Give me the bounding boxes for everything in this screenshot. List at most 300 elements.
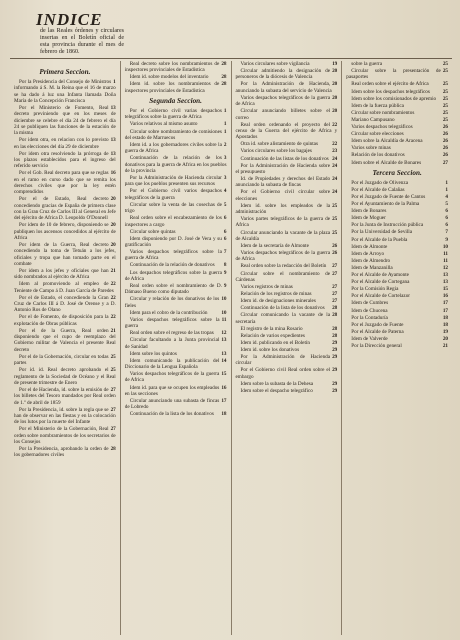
index-entry	[346, 160, 448, 166]
entry-text: Idem id. sobre los empleados de la administración	[235, 202, 331, 216]
entry-text: Continuación de la lista de los donativos	[129, 411, 214, 418]
entry-text: Idem id. sobre modelos del inventario	[129, 74, 209, 81]
index-entry	[346, 308, 448, 314]
index-entry	[236, 312, 338, 325]
entry-text: Idem de Valverde	[351, 335, 388, 342]
entry-text: Idem id. de designaciones minerales	[240, 298, 316, 305]
entry-text: Varios despachos telegráficos de la guerra de Africa	[235, 94, 331, 108]
entry-text: Idem id. sobre los donativos	[240, 346, 300, 353]
entry-page-number: 29	[332, 354, 338, 361]
entry-text: Circular anunciando billetes sobre el correo	[235, 108, 331, 121]
entry-text: Por el Gobierno civil varias despachos telegráficos sobre la guerra de Africa	[124, 108, 222, 121]
entry-page-number: 22	[332, 121, 338, 128]
entry-page-number: 20	[110, 242, 116, 248]
index-column-3	[232, 61, 343, 635]
entry-page-number: 13	[221, 337, 227, 344]
index-entry	[125, 337, 227, 350]
index-entry	[236, 122, 338, 141]
entry-text: Por el Juzgado de Fuente	[351, 321, 404, 328]
entry-page-number: 1	[113, 79, 116, 85]
entry-text: Circular sobre el nombramiento de Cárdenas	[235, 270, 331, 283]
entry-text: Por la Dirección general	[351, 342, 402, 349]
entry-page-number: 3	[223, 175, 227, 182]
entry-page-number: 10	[221, 296, 227, 303]
entry-page-number: 24	[332, 162, 338, 169]
entry-page-number: 13	[110, 104, 116, 111]
entry-text: Por el Ministerio de la Gobernación, Real orden sobre nombramientos de los secretarios de los Consejos	[14, 426, 116, 445]
index-entry	[346, 81, 448, 87]
entry-page-number: 22	[110, 281, 116, 288]
entry-text: Por el de Estado, el concediendo la Gran Cruz de Carlos III á D. José de Orense y a D. Antonio Ros de Olano	[14, 294, 116, 314]
entry-text: Varios relativos al mismo asunto	[129, 121, 198, 128]
entry-page-number: 19	[442, 328, 448, 335]
entry-text: Por idem de 10 de febrero, disponiendo se publiquen los ascensos concedidos al ejército de Africa	[14, 222, 116, 241]
entry-page-number: 13	[442, 272, 448, 279]
entry-text: Idem disponiendo por D. José de Vera y su gratificación	[124, 235, 222, 248]
entry-page-number: 27	[332, 291, 338, 298]
entry-text: Por la Presidencia, aprobando la orden de los gobernadores civiles	[14, 445, 109, 459]
index-entry	[236, 284, 338, 290]
entry-page-number: 29	[332, 387, 338, 394]
entry-page-number: 29	[332, 346, 338, 353]
entry-text: Idem de la fuerza pública	[351, 102, 404, 109]
index-entry	[236, 250, 338, 263]
entry-page-number: 9	[223, 269, 227, 276]
entry-text: Por la Universidad de Sevilla	[351, 229, 413, 236]
index-entry	[236, 203, 338, 216]
entry-text: Varios despachos telegráficos sobre la guerra de Africa	[124, 249, 222, 262]
entry-page-number: 25	[442, 81, 448, 88]
entry-page-number: 20	[442, 335, 448, 342]
entry-page-number: 10	[442, 243, 448, 250]
entry-page-number: 1	[445, 186, 448, 193]
entry-text: Varios despachos telegráficos de la guerra de Africa	[124, 371, 220, 384]
index-entry	[346, 201, 448, 207]
entry-text: Idem al promoviendo al empleo de Teniente de Campo á D. Juan García de Paredes	[14, 281, 114, 294]
entry-page-number: 25	[332, 229, 338, 236]
entry-page-number: 26	[442, 124, 448, 131]
entry-page-number: 1	[223, 108, 227, 115]
index-entry	[236, 163, 338, 176]
index-entry	[346, 208, 448, 214]
index-entry	[346, 222, 448, 228]
entry-page-number: 25	[442, 95, 448, 102]
entry-page-number: 21	[110, 267, 116, 274]
entry-text: Idem de la secretaría de Almonte	[240, 242, 309, 249]
entry-text: Idem comunicando la publicación del Diccionario de la Lengua Española	[124, 357, 220, 371]
entry-text: Idem id. a los gobernadores civiles sobre la guerra de Africa	[124, 141, 222, 155]
index-entry	[125, 317, 227, 330]
entry-text: sobre la guerra	[351, 61, 383, 67]
entry-text: Id. de Propiedades y derechos del Estado anunciando la subasta de fincas	[235, 176, 331, 189]
entry-text: Por la Comisión Regia	[351, 286, 399, 293]
entry-text: Los despachos telegráficos sobre la guerra de Africa	[124, 269, 222, 282]
entry-page-number: 1	[223, 121, 227, 128]
entry-page-number: 27	[110, 386, 116, 393]
entry-text: Circular sobre elecciones	[351, 131, 404, 138]
entry-page-number: 20	[110, 222, 116, 229]
index-entry	[236, 230, 338, 243]
entry-page-number: 29	[332, 367, 338, 374]
index-entry	[236, 388, 338, 394]
entry-text: Real orden sobre el encabezamiento de los inspectores a cargo	[124, 215, 222, 228]
index-entry	[236, 298, 338, 304]
index-entry	[346, 343, 448, 349]
entry-page-number: 25	[442, 61, 448, 67]
entry-page-number: 28	[221, 81, 227, 88]
entry-page-number: 28	[221, 74, 227, 81]
entry-page-number: 9	[223, 282, 227, 289]
index-entry	[346, 258, 448, 264]
index-entry	[14, 105, 116, 136]
entry-text: Por el de la Guerra, Real orden disponiendo que el cupo de reemplazo del Gobierno militar de Valencia el presente Real decreto	[14, 327, 116, 353]
entry-text: Por el Gobierno civil circular sobre elecciones	[235, 189, 331, 202]
index-entry	[236, 271, 338, 284]
index-entry	[125, 283, 227, 296]
index-entry	[346, 117, 448, 123]
entry-text: Relación de los donativos	[351, 152, 405, 159]
index-entry	[236, 176, 338, 189]
entry-page-number: 4	[223, 188, 227, 195]
index-entry	[14, 222, 116, 241]
index-entry	[346, 124, 448, 130]
entry-text: Por el Ministerio de Fomento, Real decreto previniendo que en los meses de diciembre se celebre el día 24 de febrero el día 24 se publiquen las funciones de la estación de la misma	[14, 104, 116, 137]
index-title: INDICE	[36, 10, 103, 29]
entry-text: Por la Administración de Hacienda sobre el presupuesto	[235, 162, 331, 175]
index-entry	[125, 229, 227, 235]
entry-text: Por la Contaduría	[351, 314, 388, 321]
entry-text: Por la Presidencia del Consejo de Ministros informando á S. M. la Reina que el 16 de marzo se ha dado á luz una Infanta llamada Doña María de la Concepción Francisca	[14, 79, 116, 104]
index-entry	[125, 398, 227, 411]
entry-text: Idem de Moguer	[351, 215, 386, 222]
entry-text: Varios despachos telegráficos	[351, 124, 413, 131]
index-entry	[236, 189, 338, 202]
index-entry	[125, 202, 227, 215]
entry-text: Varios registros de minas	[240, 283, 293, 290]
entry-page-number: 25	[110, 367, 116, 374]
index-entry	[346, 286, 448, 292]
entry-page-number: 27	[110, 406, 116, 413]
entry-text: Por id. id. Real decreto aprobando el reglamento de la Sociedad de Océano y el Real de presente trimestre de Enero	[14, 367, 116, 386]
entry-text: Idem para el cobro de la contribución	[129, 309, 208, 316]
entry-page-number: 22	[110, 314, 116, 321]
entry-page-number: 6	[223, 215, 227, 222]
entry-page-number: 24	[332, 155, 338, 162]
index-entry	[14, 367, 116, 386]
index-entry	[14, 354, 116, 367]
index-entry	[346, 293, 448, 299]
index-entry	[125, 351, 227, 357]
entry-page-number: 10	[221, 309, 227, 316]
entry-page-number: 7	[445, 229, 448, 236]
entry-text: Por el Juzgado de Fuente de Cantos	[351, 194, 426, 200]
index-entry	[14, 242, 116, 267]
entry-text: Real decreto sobre los nombramientos de inspectores provinciales de Estadística	[124, 61, 220, 74]
entry-text: Por el Alcalde de la Puebla	[351, 236, 408, 243]
entry-page-number: 18	[442, 314, 448, 321]
entry-page-number: 6	[445, 208, 448, 215]
index-entry	[236, 381, 338, 387]
index-entry	[125, 81, 227, 94]
entry-text: Otra id. sobre alistamiento de quintas	[240, 141, 319, 148]
index-entry	[236, 156, 338, 162]
index-entry	[14, 151, 116, 170]
entry-text: Idem sobre la Alcaldía de Aracena	[351, 138, 423, 145]
entry-text: Circular admitiendo la designación de personeros de la diócesis de Valencia	[235, 68, 331, 81]
entry-page-number: 28	[332, 305, 338, 312]
entry-page-number: 26	[332, 250, 338, 257]
entry-text: Por el Alcalde de Paterna	[351, 328, 404, 335]
index-entry	[125, 155, 227, 174]
index-entry	[236, 263, 338, 269]
entry-page-number: 26	[332, 242, 338, 249]
index-entry	[125, 74, 227, 80]
entry-page-number: 18	[221, 411, 227, 418]
index-entry	[125, 371, 227, 384]
index-entry	[236, 291, 338, 297]
index-entry	[346, 152, 448, 158]
index-entry	[125, 121, 227, 127]
index-entry	[125, 358, 227, 371]
index-entry	[346, 229, 448, 235]
entry-text: Idem de Chucena	[351, 307, 388, 314]
entry-page-number: 27	[442, 159, 448, 166]
entry-text: Circular facultando a la Junta provincial de Sanidad	[124, 337, 220, 350]
index-entry	[346, 194, 448, 200]
entry-text: Circular sobre nombramiento de comisiones del estado de Marruecos	[124, 128, 222, 141]
index-entry	[14, 295, 116, 314]
entry-page-number: 26	[442, 145, 448, 152]
entry-text: Varios partes telegráficos de la guerra de Africa	[235, 216, 331, 229]
entry-page-number: 1	[223, 128, 227, 135]
entry-text: Relación de varios expedientes	[240, 332, 305, 339]
entry-page-number: 27	[110, 426, 116, 433]
entry-text: Por el Juzgado de Olivenza	[351, 179, 409, 186]
entry-page-number: 25	[110, 353, 116, 360]
entry-page-number: 20	[332, 81, 338, 88]
entry-page-number: 25	[442, 102, 448, 109]
entry-page-number: 6	[223, 235, 227, 242]
entry-page-number: 3	[223, 155, 227, 162]
entry-text: Idem de Almonte	[351, 243, 388, 250]
index-column-2	[121, 61, 232, 635]
index-entry	[346, 315, 448, 321]
entry-page-number: 13	[110, 150, 116, 157]
index-column-1	[10, 61, 121, 635]
section-heading: Segunda Seccion.	[149, 97, 202, 106]
entry-text: Varios despachos telegráficos de la guerra de Africa	[235, 250, 331, 263]
entry-page-number: 11	[221, 316, 227, 323]
entry-page-number: 22	[332, 141, 338, 148]
entry-text: Idem sobre los comisionados de apremio	[351, 95, 437, 102]
entry-page-number: 8	[223, 262, 227, 269]
entry-page-number: 17	[442, 300, 448, 307]
entry-page-number: 16	[442, 293, 448, 300]
entry-text: Varios sobre minas	[351, 145, 391, 152]
index-entry	[14, 446, 116, 459]
entry-page-number: 5	[445, 201, 448, 208]
entry-text: Circular sobre nombramientos	[351, 109, 415, 116]
index-entry	[236, 340, 338, 346]
entry-page-number: 13	[221, 350, 227, 357]
index-entry	[125, 385, 227, 398]
entry-page-number: 6	[223, 228, 227, 235]
entry-text: Real orden sobre la redacción del Boletín	[240, 263, 327, 270]
entry-text: Por la Junta de Instrucción pública	[351, 222, 424, 229]
index-entry	[346, 215, 448, 221]
entry-page-number: 28	[110, 445, 116, 452]
entry-text: Circular sobre la venta de las cosechas de trigo	[124, 201, 222, 215]
entry-text: Por el Alcalde de Cortegana	[351, 279, 410, 286]
index-entry	[346, 237, 448, 243]
index-entry	[346, 89, 448, 95]
index-entry	[14, 407, 116, 426]
index-entry	[125, 215, 227, 228]
entry-page-number: 11	[443, 250, 448, 257]
entry-page-number: 29	[332, 339, 338, 346]
entry-text: Real orden ordenando el proyecto del censo de la Guerra del ejército de Africa y Apostados	[235, 121, 338, 141]
entry-page-number: 29	[332, 380, 338, 387]
entry-text: Idem de Manzanilla	[351, 264, 393, 271]
index-entry	[236, 81, 338, 94]
entry-text: Por la Administración de Hacienda, anunciando la subasta del servicio de Valencia	[235, 81, 332, 94]
index-entry	[346, 131, 448, 137]
entry-text: Idem id. sobre los nombramientos de inspectores provinciales de Estadística	[124, 81, 220, 94]
entry-page-number: 24	[332, 176, 338, 183]
index-entry	[346, 279, 448, 285]
entry-page-number: 12	[442, 264, 448, 271]
index-entry	[125, 142, 227, 155]
entry-page-number: 28	[221, 61, 227, 67]
entry-page-number: 2	[223, 141, 227, 148]
index-entry	[125, 249, 227, 262]
entry-text: Circular anunciando la vacante de la plaza de Alcaldía	[235, 229, 331, 242]
entry-text: Por la Administración de Hacienda circular	[235, 354, 331, 367]
entry-page-number: 25	[442, 116, 448, 123]
index-entry	[14, 137, 116, 150]
entry-page-number: 1	[445, 179, 448, 186]
entry-page-number: 21	[110, 327, 116, 334]
index-entry	[14, 268, 116, 281]
index-entry	[125, 61, 227, 74]
entry-text: Idem sobre los quintos	[129, 350, 177, 357]
index-entry	[236, 333, 338, 339]
entry-page-number: 15	[442, 286, 448, 293]
index-entry	[236, 243, 338, 249]
entry-text: Circular y relación de los donativos de los fieles	[124, 296, 220, 309]
index-entry	[125, 310, 227, 316]
entry-text: Idem sobre el Alcalde de Bonares	[351, 159, 422, 166]
entry-page-number: 20	[332, 94, 338, 101]
entry-page-number: 27	[332, 298, 338, 305]
entry-page-number: 14	[221, 357, 227, 364]
index-entry	[236, 326, 338, 332]
entry-text: Por idem de la Guerra, Real decreto concediendo la toma de Tetuán a los jefes, oficiales y tropa que han tomado parte en el combate	[14, 242, 116, 267]
entry-page-number: 6	[445, 215, 448, 222]
entry-text: Por el Gobierno civil Real orden sobre el embargo	[235, 367, 331, 380]
index-entry	[346, 96, 448, 102]
entry-page-number: 27	[332, 270, 338, 277]
index-entry	[236, 68, 338, 81]
entry-page-number: 16	[221, 384, 227, 391]
entry-text: Continuación de las listas de los donativos	[240, 155, 329, 162]
index-entry	[346, 180, 448, 186]
index-entry	[125, 296, 227, 309]
index-entry	[346, 265, 448, 271]
index-entry	[14, 170, 116, 195]
entry-page-number: 26	[442, 138, 448, 145]
index-entry	[14, 281, 116, 294]
index-entry	[14, 196, 116, 221]
entry-text: Por el Alcalde de Ayamonte	[351, 272, 409, 279]
entry-page-number: 16	[110, 170, 116, 177]
entry-page-number: 13	[110, 137, 116, 144]
index-intro: de las Reales órdenes y circulares insertas en el Boletín oficial de esta provincia durante el mes de febrero de 1860.	[40, 28, 124, 55]
entry-page-number: 25	[332, 216, 338, 223]
index-entry	[346, 329, 448, 335]
entry-text: Por el de Hacienda, id. sobre la emisión de los billetes del Tesoro mandados por Real orden de 1.º de abril de 1859	[14, 386, 116, 406]
index-entry	[346, 68, 448, 81]
entry-text: Por idem otra, en relacion con lo previsto en las elecciones del día 29 de diciembre	[14, 137, 109, 150]
entry-text: Real orden sobre el nombramiento de D. Dámaso Bueno como diputado	[124, 282, 222, 296]
entry-page-number: 9	[445, 236, 448, 243]
entry-text: Por idem otra resolviendo la prórroga de los plazos establecidos para el ingreso del referido servicio	[14, 150, 116, 170]
entry-text: Circular sobre quintas	[129, 228, 176, 235]
entry-text: Idem de Arroyo	[351, 250, 385, 257]
index-entry	[236, 354, 338, 367]
index-entry	[346, 244, 448, 250]
entry-page-number: 18	[442, 321, 448, 328]
entry-page-number: 4	[445, 194, 448, 200]
entry-text: Por el Gob. Real decreto para que se reglas en el ramo en curso dado que se remita los derechos civiles que por la ley estén comprendidos	[14, 170, 116, 196]
entry-text: Idem id. para que se ocupen los empleados en las secciones	[124, 384, 220, 397]
index-entry	[236, 347, 338, 353]
entry-text: Por idem a los jefes y oficiales que han sido nombrados al ejército de Africa	[14, 267, 109, 281]
entry-page-number: 26	[442, 152, 448, 159]
index-entry	[346, 187, 448, 193]
entry-page-number: 15	[221, 371, 227, 378]
index-entry	[236, 95, 338, 108]
entry-text: Continuación de la relación de donativos	[129, 262, 215, 269]
entry-page-number: 22	[110, 294, 116, 301]
index-entry	[14, 79, 116, 104]
index-entry	[346, 272, 448, 278]
entry-text: Por el Ayuntamiento de la Palma	[351, 201, 420, 208]
entry-text: Idem de Almendro	[351, 257, 391, 264]
entry-page-number: 19	[332, 61, 338, 67]
index-header	[10, 8, 452, 59]
entry-page-number: 17	[442, 307, 448, 314]
entry-text: Por el de la Gobernación, circular en todas partes	[14, 353, 109, 367]
entry-page-number: 21	[442, 342, 448, 349]
entry-page-number: 5	[223, 201, 227, 208]
entry-text: El registro de la mina Rosario	[240, 325, 303, 332]
index-entry	[346, 61, 448, 67]
entry-text: Por el de Estado, Real decreto concediendo gracias de España de primera clase con la Gran Cruz de Carlos III al General en Jefe del ejército de Africa D. Leopoldo O'Donnell	[14, 196, 116, 222]
entry-text: Circular sobre la presentación de pasaportes	[346, 68, 441, 81]
entry-page-number: 24	[332, 189, 338, 196]
entry-page-number: 25	[442, 88, 448, 95]
entry-page-number: 20	[110, 196, 116, 203]
entry-text: Por la Administración de Hacienda circular para que los pueblos presenten sus recursos	[124, 175, 222, 188]
entry-page-number: 28	[332, 325, 338, 332]
index-entry	[125, 129, 227, 142]
section-heading: Tercera Seccion.	[372, 168, 422, 177]
entry-page-number: 13	[442, 279, 448, 286]
entry-page-number: 6	[445, 222, 448, 229]
entry-page-number: 23	[332, 148, 338, 155]
index-entry	[346, 322, 448, 328]
